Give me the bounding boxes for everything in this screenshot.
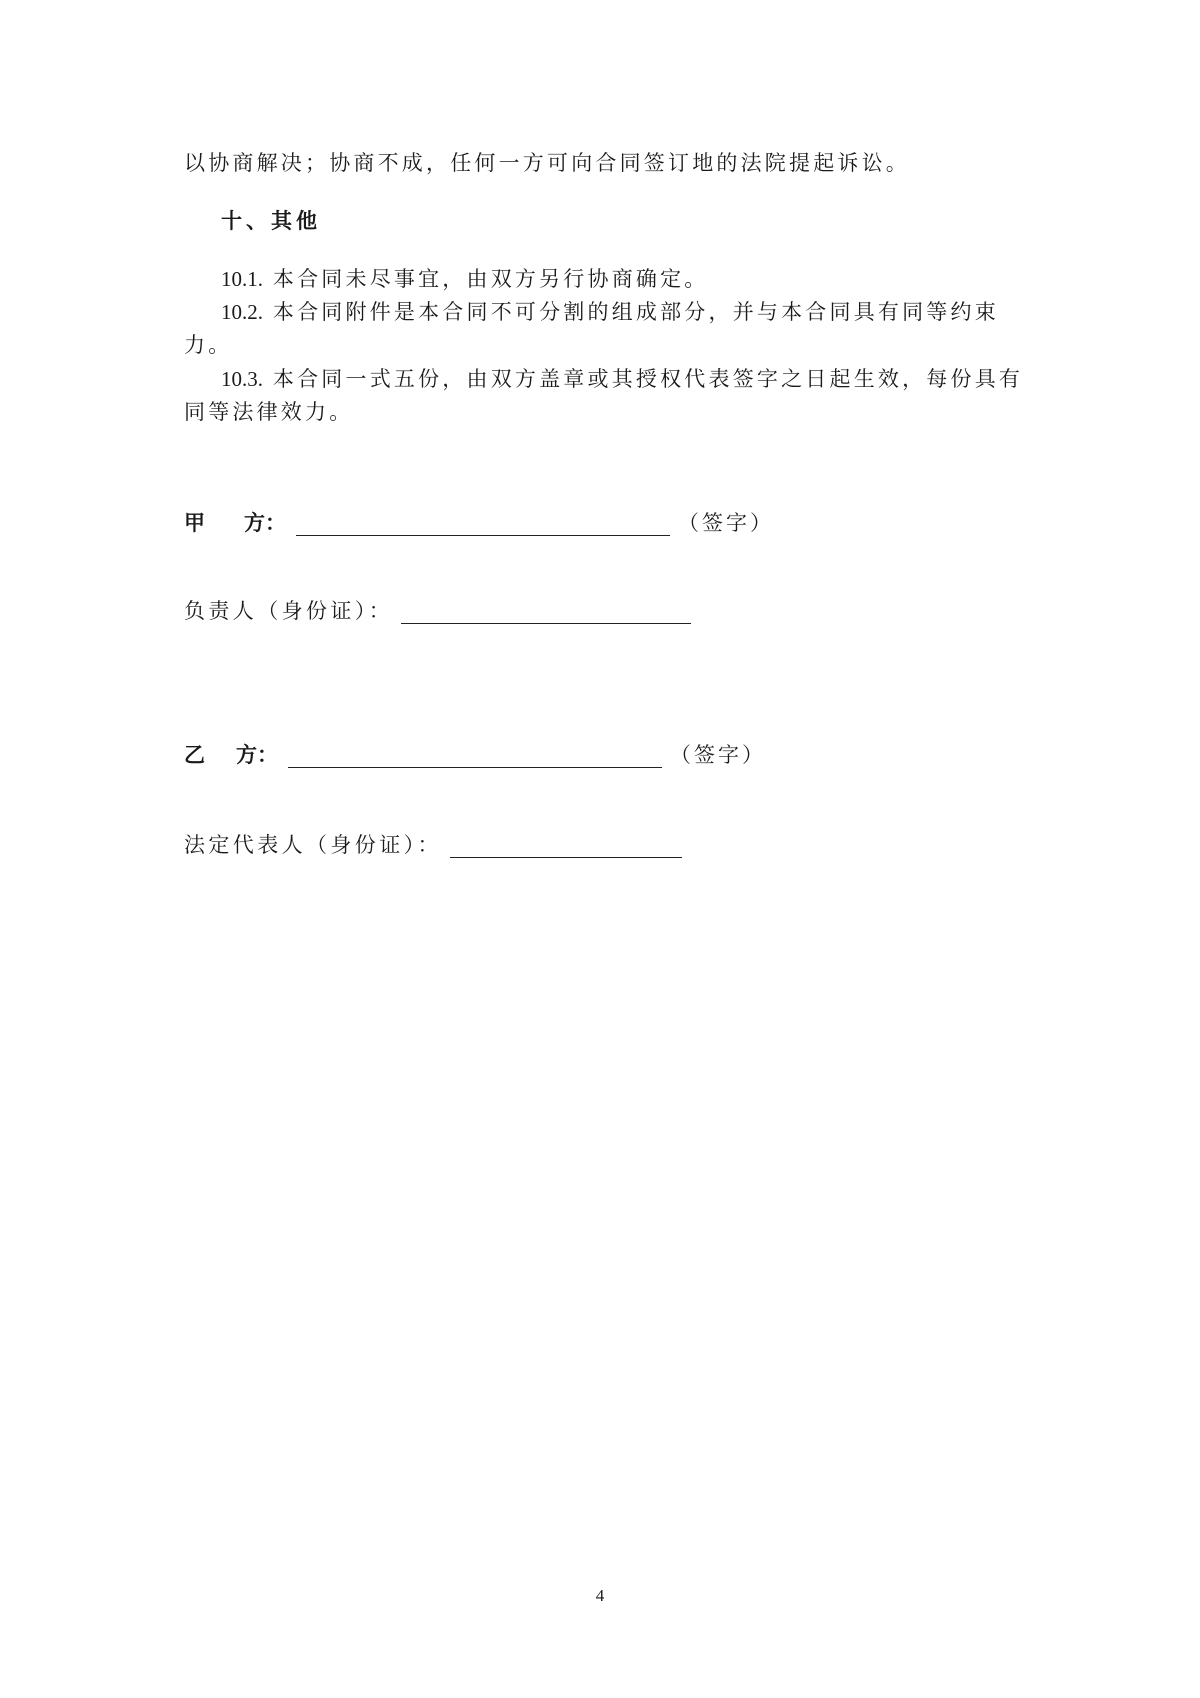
party-b-signature-line[interactable] [288, 743, 662, 768]
party-a-signature-row [184, 508, 774, 538]
clause-10-3-line-1 [221, 364, 1023, 394]
party-a-id-line[interactable] [401, 599, 691, 624]
section-10-heading: 十、其他 [221, 208, 321, 233]
party-b-label: 乙 方： [184, 742, 278, 767]
page-number: 4 [595, 1586, 605, 1605]
clause-10-2-line-2: 力。 [184, 333, 233, 357]
party-b-signature-row [184, 740, 766, 770]
clause-10-2-line-1 [221, 297, 999, 327]
clause-text: 本合同一式五份，由双方盖章或其授权代表签字之日起生效，每份具有 [272, 367, 1024, 391]
party-a-signature-line[interactable] [296, 511, 670, 536]
clause-text: 本合同附件是本合同不可分割的组成部分，并与本合同具有同等约束 [272, 300, 999, 324]
clause-9-continuation: 以协商解决；协商不成，任何一方可向合同签订地的法院提起诉讼。 [184, 151, 910, 175]
party-b-sign-note: （签字） [670, 743, 766, 767]
party-a-person-row [184, 596, 691, 626]
clause-number: 10.3. [221, 367, 263, 391]
party-b-person-label: 法定代表人（身份证）： [184, 833, 442, 857]
party-a-sign-note: （签字） [678, 511, 774, 535]
party-b-person-row [184, 830, 682, 860]
clause-number: 10.1. [221, 267, 263, 291]
clause-number: 10.2. [221, 300, 263, 324]
party-b-id-line[interactable] [450, 833, 682, 858]
clause-10-3-line-2: 同等法律效力。 [184, 400, 354, 424]
clause-text: 本合同未尽事宜，由双方另行协商确定。 [272, 267, 709, 291]
party-a-label: 甲 方： [184, 510, 286, 535]
clause-10-1 [221, 264, 709, 294]
party-a-person-label: 负责人（身份证）： [184, 599, 394, 623]
